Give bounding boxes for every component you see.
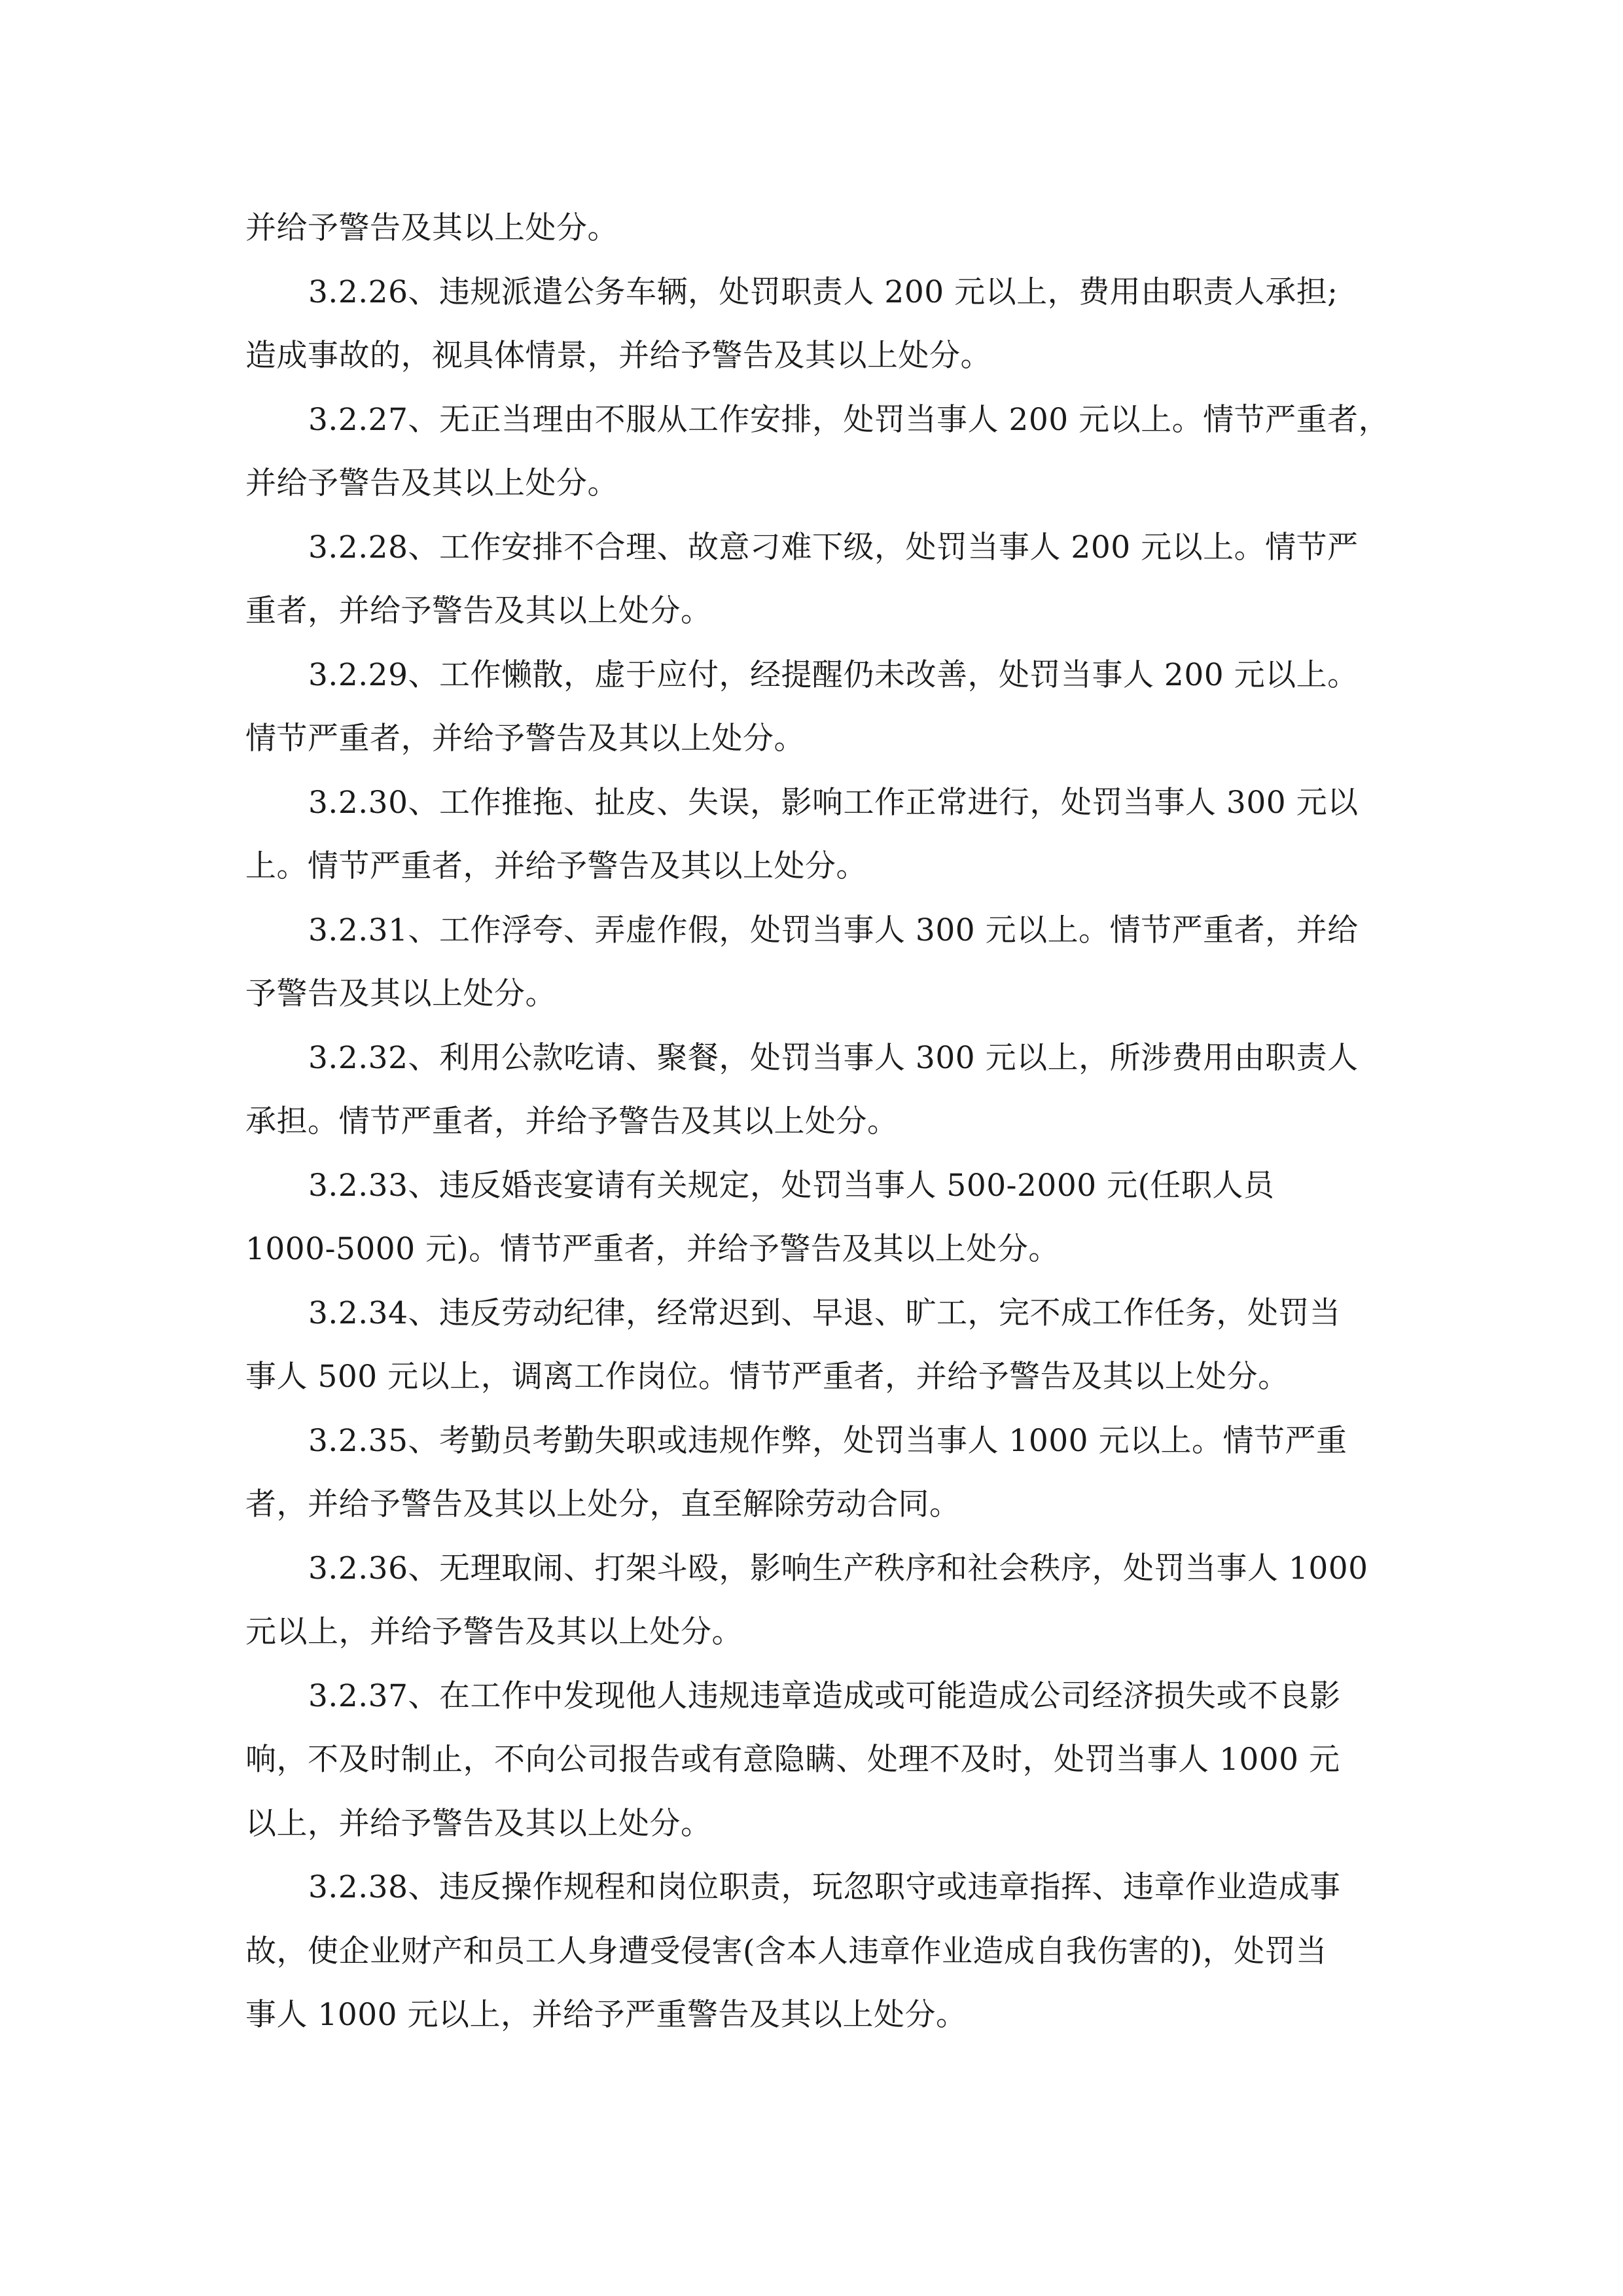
paragraph-3-2-26 (245, 260, 1381, 388)
paragraph-continuation (245, 196, 1381, 260)
paragraph-3-2-27 (245, 388, 1390, 516)
paragraph-3-2-33 (245, 1154, 1381, 1282)
paragraph-3-2-29 (245, 643, 1381, 771)
text-line: 上。情节严重者，并给予警告及其以上处分。 (245, 848, 867, 884)
text-line: 3.2.33、违反婚丧宴请有关规定，处罚当事人 500-2000 元(任职人员 (308, 1167, 1275, 1204)
text-line: 3.2.37、在工作中发现他人违规违章造成或可能造成公司经济损失或不良影 (308, 1677, 1341, 1714)
text-line: 承担。情节严重者，并给予警告及其以上处分。 (245, 1103, 899, 1139)
text-line: 者，并给予警告及其以上处分，直至解除劳动合同。 (245, 1486, 961, 1522)
text-line: 故，使企业财产和员工人身遭受侵害(含本人违章作业造成自我伤害的)，处罚当 (245, 1933, 1327, 1969)
text-line: 3.2.32、利用公款吃请、聚餐，处罚当事人 300 元以上，所涉费用由职责人 (308, 1039, 1359, 1076)
text-line: 事人 500 元以上，调离工作岗位。情节严重者，并给予警告及其以上处分。 (245, 1359, 1289, 1395)
paragraph-3-2-36 (245, 1537, 1381, 1664)
text-line: 情节严重者，并给予警告及其以上处分。 (245, 721, 805, 757)
text-line: 事人 1000 元以上，并给予严重警告及其以上处分。 (245, 1997, 967, 2033)
paragraph-3-2-30 (245, 771, 1381, 899)
text-line: 3.2.34、违反劳动纪律，经常迟到、早退、旷工，完不成工作任务，处罚当 (308, 1295, 1341, 1331)
paragraph-3-2-35 (245, 1409, 1381, 1537)
text-line: 3.2.28、工作安排不合理、故意刁难下级，处罚当事人 200 元以上。情节严 (308, 529, 1359, 565)
paragraph-3-2-32 (245, 1026, 1381, 1154)
text-line: 并给予警告及其以上处分。 (245, 465, 618, 501)
text-line: 3.2.30、工作推拖、扯皮、失误，影响工作正常进行，处罚当事人 300 元以 (308, 784, 1359, 821)
text-line: 3.2.27、无正当理由不服从工作安排，处罚当事人 200 元以上。情节严重者， (308, 401, 1390, 438)
text-line: 3.2.29、工作懒散，虚于应付，经提醒仍未改善，处罚当事人 200 元以上。 (308, 656, 1359, 693)
text-line: 响，不及时制止，不向公司报告或有意隐瞒、处理不及时，处罚当事人 1000 元 (245, 1742, 1340, 1778)
text-line: 造成事故的，视具体情景，并给予警告及其以上处分。 (245, 338, 991, 374)
text-line: 重者，并给予警告及其以上处分。 (245, 593, 712, 629)
text-line: 元以上，并给予警告及其以上处分。 (245, 1614, 743, 1650)
paragraph-3-2-37 (245, 1664, 1381, 1856)
text-line: 以上，并给予警告及其以上处分。 (245, 1805, 712, 1842)
text-line: 3.2.26、违规派遣公务车辆，处罚职责人 200 元以上，费用由职责人承担; (308, 274, 1338, 310)
text-line: 3.2.38、违反操作规程和岗位职责，玩忽职守或违章指挥、违章作业造成事 (308, 1869, 1341, 1905)
text-line: 3.2.36、无理取闹、打架斗殴，影响生产秩序和社会秩序，处罚当事人 1000 (308, 1550, 1368, 1587)
text-line: 3.2.31、工作浮夸、弄虚作假，处罚当事人 300 元以上。情节严重者，并给 (308, 912, 1359, 948)
text-line: 3.2.35、考勤员考勤失职或违规作弊，处罚当事人 1000 元以上。情节严重 (308, 1422, 1347, 1459)
document-body (245, 196, 1390, 2047)
text-line: 予警告及其以上处分。 (245, 976, 556, 1012)
paragraph-3-2-28 (245, 516, 1381, 643)
text-line: 并给予警告及其以上处分。 (245, 210, 618, 246)
text-line: 1000-5000 元)。情节严重者，并给予警告及其以上处分。 (245, 1231, 1060, 1267)
paragraph-3-2-31 (245, 899, 1381, 1026)
paragraph-3-2-38 (245, 1856, 1381, 2047)
paragraph-3-2-34 (245, 1282, 1381, 1409)
